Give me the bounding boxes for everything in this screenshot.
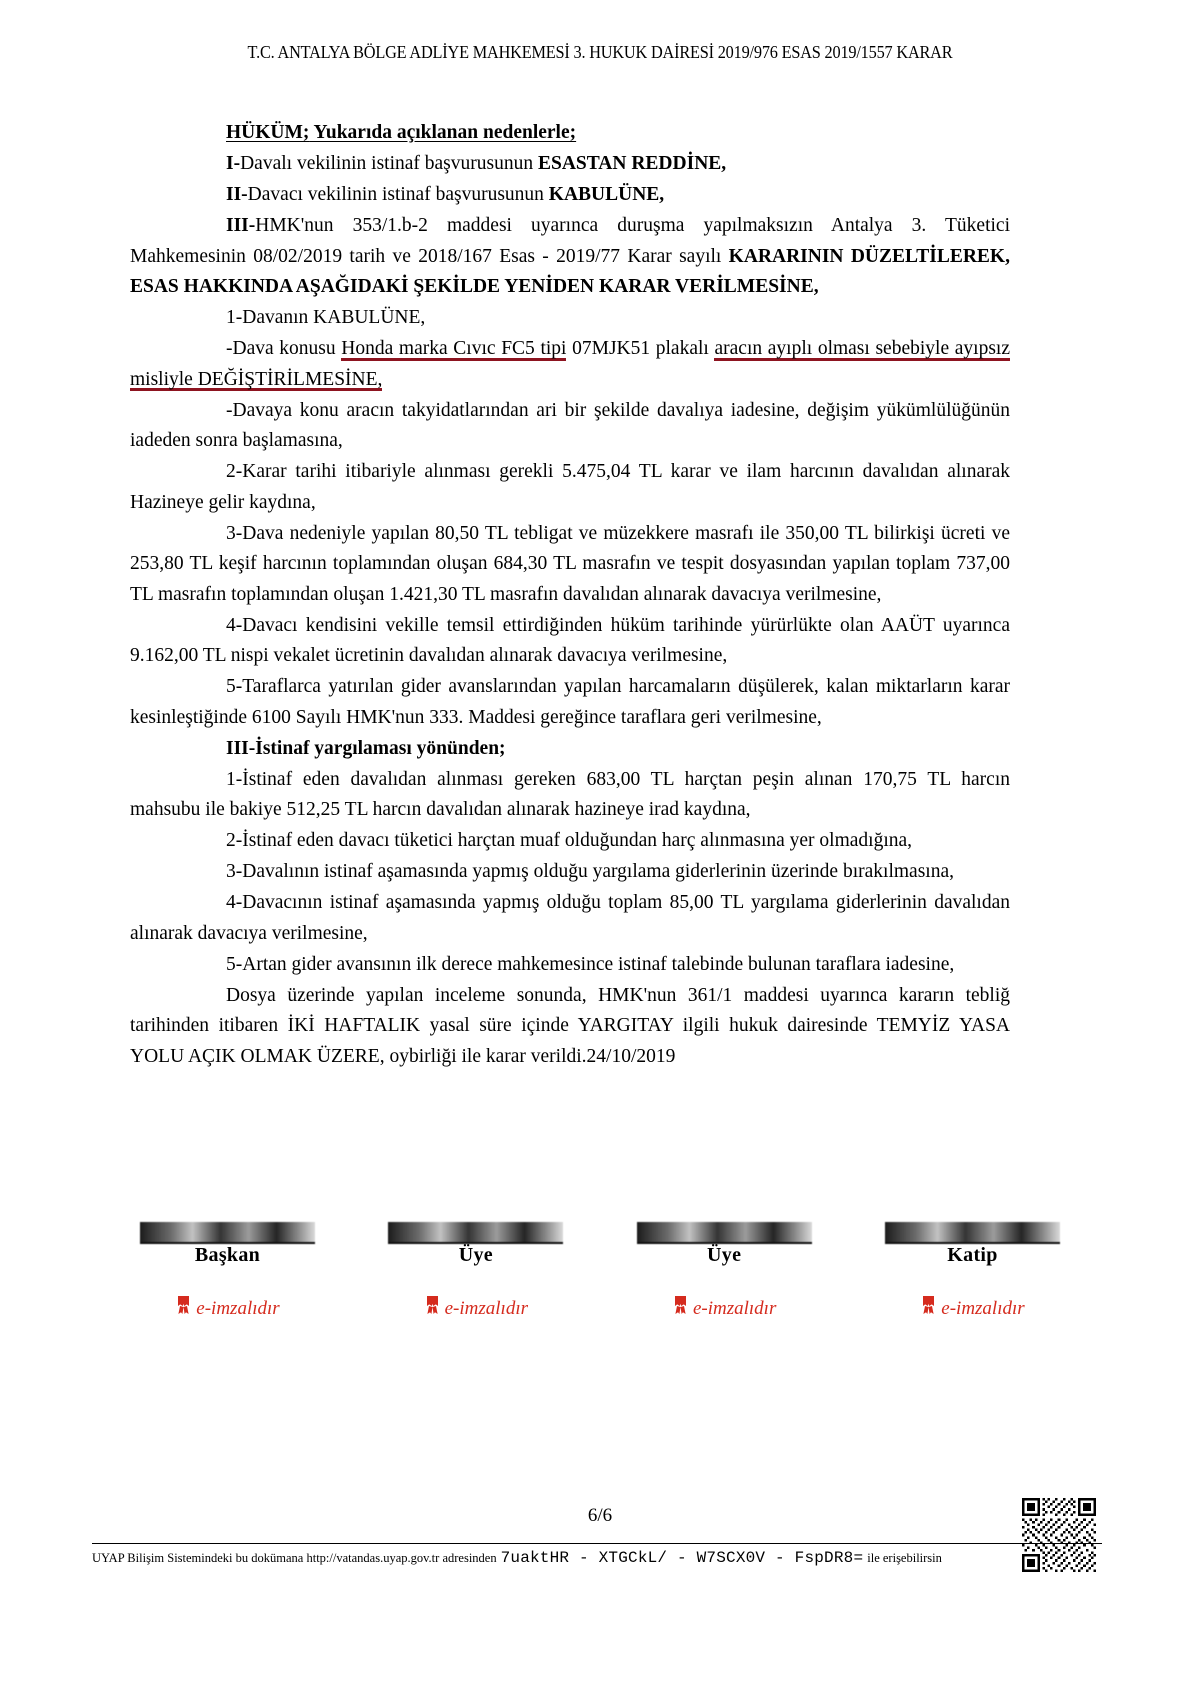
appeal-heading <box>130 734 1010 765</box>
verdict-item-1 <box>130 149 1010 180</box>
e-signature-label-1: e-imzalıdır <box>444 1297 529 1319</box>
verdict-heading-bold: HÜKÜM; <box>226 122 310 143</box>
verdict-clause-4: 2-Karar tarihi itibariyle alınması gerekli 5.475,04 TL karar ve ilam harcının davalıdan alınarak Hazineye gelir kaydına, <box>130 461 1010 513</box>
seal-ribbon-icon <box>175 1295 192 1322</box>
signature-block-2 <box>617 1222 832 1267</box>
verdict-item-2-prefix: II- <box>226 184 248 205</box>
verdict-item-1-text: Davalı vekilinin istinaf başvurusunun <box>240 153 538 174</box>
appeal-clause-4: 4-Davacının istinaf aşamasında yapmış olduğu toplam 85,00 TL yargılama giderlerinin davalıdan alınarak davacıya verilmesine, <box>130 892 1010 944</box>
e-signature-2 <box>617 1295 832 1322</box>
signature-block-0 <box>120 1222 335 1267</box>
signature-role-0: Başkan <box>194 1244 261 1266</box>
verdict-item-3-emphasis: KARARININ DÜZELTİLEREK, ESAS HAKKINDA AŞAĞIDAKİ ŞEKİLDE YENİDEN KARAR VERİLMESİNE, <box>130 245 1010 297</box>
footer-text-after: ile erişebilirsin <box>867 1551 942 1565</box>
footer-divider <box>92 1543 1102 1544</box>
footer-access-note <box>92 1549 1108 1567</box>
document-header: T.C. ANTALYA BÖLGE ADLİYE MAHKEMESİ 3. HUKUK DAİRESİ 2019/976 ESAS 2019/1557 KARAR <box>247 42 953 62</box>
signature-block-1 <box>368 1222 583 1267</box>
redacted-name-2 <box>637 1222 812 1242</box>
verdict-item-2 <box>130 180 1010 211</box>
verdict-heading <box>130 118 1010 149</box>
verdict-heading-rest: Yukarıda açıklanan nedenlerle; <box>309 122 577 143</box>
e-signature-1 <box>368 1295 583 1322</box>
seal-ribbon-icon <box>424 1295 441 1322</box>
verdict-item-1-emphasis: ESASTAN REDDİNE, <box>537 153 727 174</box>
signature-row <box>120 1222 1080 1267</box>
verdict-item-2-emphasis: KABULÜNE, <box>548 184 665 205</box>
e-signature-label-0: e-imzalıdır <box>196 1297 280 1319</box>
verdict-clause-6: 4-Davacı kendisini vekille temsil ettirdiğinden hüküm tarihinde yürürlükte olan AAÜT uyarınca 9.162,00 TL nispi vekalet ücretinin davalıdan alınarak davacıya verilmesine, <box>130 614 1010 666</box>
appeal-heading-text: III-İstinaf yargılaması yönünden; <box>226 737 506 759</box>
signature-role-2: Üye <box>707 1244 742 1266</box>
verdict-item-1-prefix: I- <box>226 153 241 174</box>
verdict-clause-2-underline-vehicle: Honda marka Cıvıc FC5 tipi <box>341 338 567 359</box>
e-signature-3 <box>865 1295 1080 1322</box>
document-body <box>130 118 1010 1073</box>
redacted-name-0 <box>140 1222 315 1242</box>
seal-ribbon-icon <box>672 1295 689 1322</box>
redacted-name-3 <box>885 1222 1060 1242</box>
appeal-closing-statement: Dosya üzerinde yapılan inceleme sonunda, HMK'nun 361/1 maddesi uyarınca kararın tebliğ tarihinden itibaren İKİ HAFTALIK yasal süre içinde YARGITAY ilgili hukuk dairesinde TEMYİZ YASA YOLU AÇIK OLMAK ÜZERE, oybirliği ile karar verildi.24/10/2019 <box>130 984 1010 1067</box>
verdict-clause-7: 5-Taraflarca yatırılan gider avanslarından yapılan harcamaların düşülerek, kalan miktarların karar kesinleştiğinde 6100 Sayılı HMK'nun 333. Maddesi gereğince taraflara geri verilmesine, <box>130 676 1010 728</box>
verdict-item-3 <box>130 211 1010 303</box>
e-signature-row <box>120 1295 1080 1322</box>
appeal-clause-5: 5-Artan gider avansının ilk derece mahkemesince istinaf talebinde bulunan taraflara iadesine, <box>226 953 955 975</box>
appeal-clause-3: 3-Davalının istinaf aşamasında yapmış olduğu yargılama giderlerinin üzerinde bırakılmasına, <box>226 861 954 882</box>
verdict-clause-2-underline-ruling: aracın ayıplı olması sebebiyle ayıpsız misliyle DEĞİŞTİRİLMESİNE, <box>130 338 1010 390</box>
e-signature-label-3: e-imzalıdır <box>941 1297 1025 1319</box>
signature-role-1: Üye <box>458 1244 493 1266</box>
e-signature-0 <box>120 1295 335 1322</box>
footer-document-code: 7uaktHR - XTGCkL/ - W7SCX0V - FspDR8= <box>500 1549 864 1567</box>
verdict-item-3-text: HMK'nun 353/1.b-2 maddesi uyarınca duruşma yapılmaksızın Antalya 3. Tüketici Mahkemesinin 08/02/2019 tarih ve 2018/167 Esas - 2019/77 Karar sayılı <box>130 215 1010 267</box>
appeal-clause-2: 2-İstinaf eden davacı tüketici harçtan muaf olduğundan harç alınmasına yer olmadığına, <box>226 830 913 851</box>
verdict-clause-5: 3-Dava nedeniyle yapılan 80,50 TL tebligat ve müzekkere masrafı ile 350,00 TL bilirkişi ücreti ve 253,80 TL keşif harcının toplamından oluşan 684,30 TL masrafın ve tespit dosyasından yapılan toplam 737,00 TL masrafın toplamından oluşan 1.421,30 TL masrafın davalıdan alınarak davacıya verilmesine, <box>130 522 1010 605</box>
seal-ribbon-icon <box>920 1295 937 1322</box>
verdict-clause-3: -Davaya konu aracın takyidatlarından ari bir şekilde davalıya iadesine, değişim yükümlülüğünün iadeden sonra başlamasına, <box>130 399 1010 451</box>
verdict-clause-2 <box>130 334 1010 395</box>
page-number: 6/6 <box>587 1505 613 1526</box>
verdict-clause-2-plate: 07MJK51 plakalı <box>566 338 715 359</box>
e-signature-label-2: e-imzalıdır <box>692 1297 777 1319</box>
verdict-clause-1: 1-Davanın KABULÜNE, <box>226 307 426 328</box>
redacted-name-1 <box>388 1222 563 1242</box>
verdict-item-2-text: Davacı vekilinin istinaf başvurusunun <box>247 184 549 205</box>
signature-role-3: Katip <box>947 1244 998 1266</box>
signature-block-3 <box>865 1222 1080 1267</box>
appeal-clause-1: 1-İstinaf eden davalıdan alınması gereken 683,00 TL harçtan peşin alınan 170,75 TL harcın mahsubu ile bakiye 512,25 TL harcın davalıdan alınarak hazineye irad kaydına, <box>130 768 1010 820</box>
verdict-item-3-prefix: III- <box>226 215 256 236</box>
footer-text-before: UYAP Bilişim Sistemindeki bu dokümana http://vatandas.uyap.gov.tr adresinden <box>92 1551 497 1565</box>
verdict-clause-2-lead: -Dava konusu <box>226 338 342 359</box>
